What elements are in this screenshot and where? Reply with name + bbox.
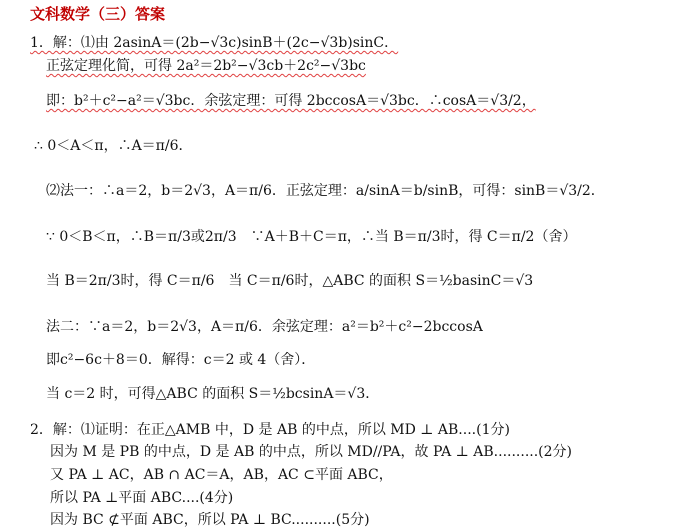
solution-2-line-3: 又 PA ⊥ AC，AB ∩ AC＝A，AB，AC ⊂平面 ABC， bbox=[50, 467, 393, 483]
solution-1-method2-line-2: 即c²−6c＋8＝0．解得：c＝2 或 4（舍）． bbox=[46, 352, 316, 368]
solution-2-line-5: 因为 BC ⊄平面 ABC，所以 PA ⊥ BC..........(5分) bbox=[50, 512, 370, 528]
solution-1-line-2: 正弦定理化简，可得 2a²＝2b²−√3cb＋2c²−√3bc bbox=[46, 58, 366, 74]
solution-1-part2-line-2: ∵ 0＜B＜π，∴B＝π/3或2π/3 ∵A＋B＋C＝π，∴当 B＝π/3时，得 C＝π/2（舍） bbox=[46, 229, 577, 245]
solution-1-part2-line-1: ⑵法一：∴a＝2，b＝2√3，A＝π/6．正弦定理：a/sinA＝b/sinB，可得：sinB＝√3/2． bbox=[46, 183, 605, 199]
solution-1-method2-line-1: 法二：∵a＝2，b＝2√3，A＝π/6．余弦定理：a²＝b²＋c²−2bccosA bbox=[46, 319, 483, 335]
solution-1-line-1: 1．解：⑴由 2asinA＝(2b−√3c)sinB＋(2c−√3b)sinC． bbox=[30, 35, 399, 51]
solution-1-part2-line-3: 当 B＝2π/3时，得 C＝π/6 当 C＝π/6时，△ABC 的面积 S＝½basinC＝√3 bbox=[46, 273, 534, 289]
solution-2-line-1: 2．解：⑴证明：在正△AMB 中，D 是 AB 的中点，所以 MD ⊥ AB....(1分) bbox=[30, 422, 510, 438]
document-title: 文科数学（三）答案 bbox=[30, 5, 166, 23]
solution-2-line-4: 所以 PA ⊥平面 ABC....(4分) bbox=[50, 490, 234, 506]
solution-2-line-2: 因为 M 是 PB 的中点，D 是 AB 的中点，所以 MD//PA，故 PA ⊥ AB..........(2分) bbox=[50, 444, 572, 460]
solution-1-line-4: ∴ 0＜A＜π，∴A＝π/6． bbox=[34, 138, 193, 154]
solution-1-line-3: 即：b²＋c²−a²＝√3bc．余弦定理：可得 2bccosA＝√3bc．∴cosA＝√3/2， bbox=[46, 93, 536, 109]
solution-1-method2-line-3: 当 c＝2 时，可得△ABC 的面积 S＝½bcsinA＝√3． bbox=[46, 386, 380, 402]
